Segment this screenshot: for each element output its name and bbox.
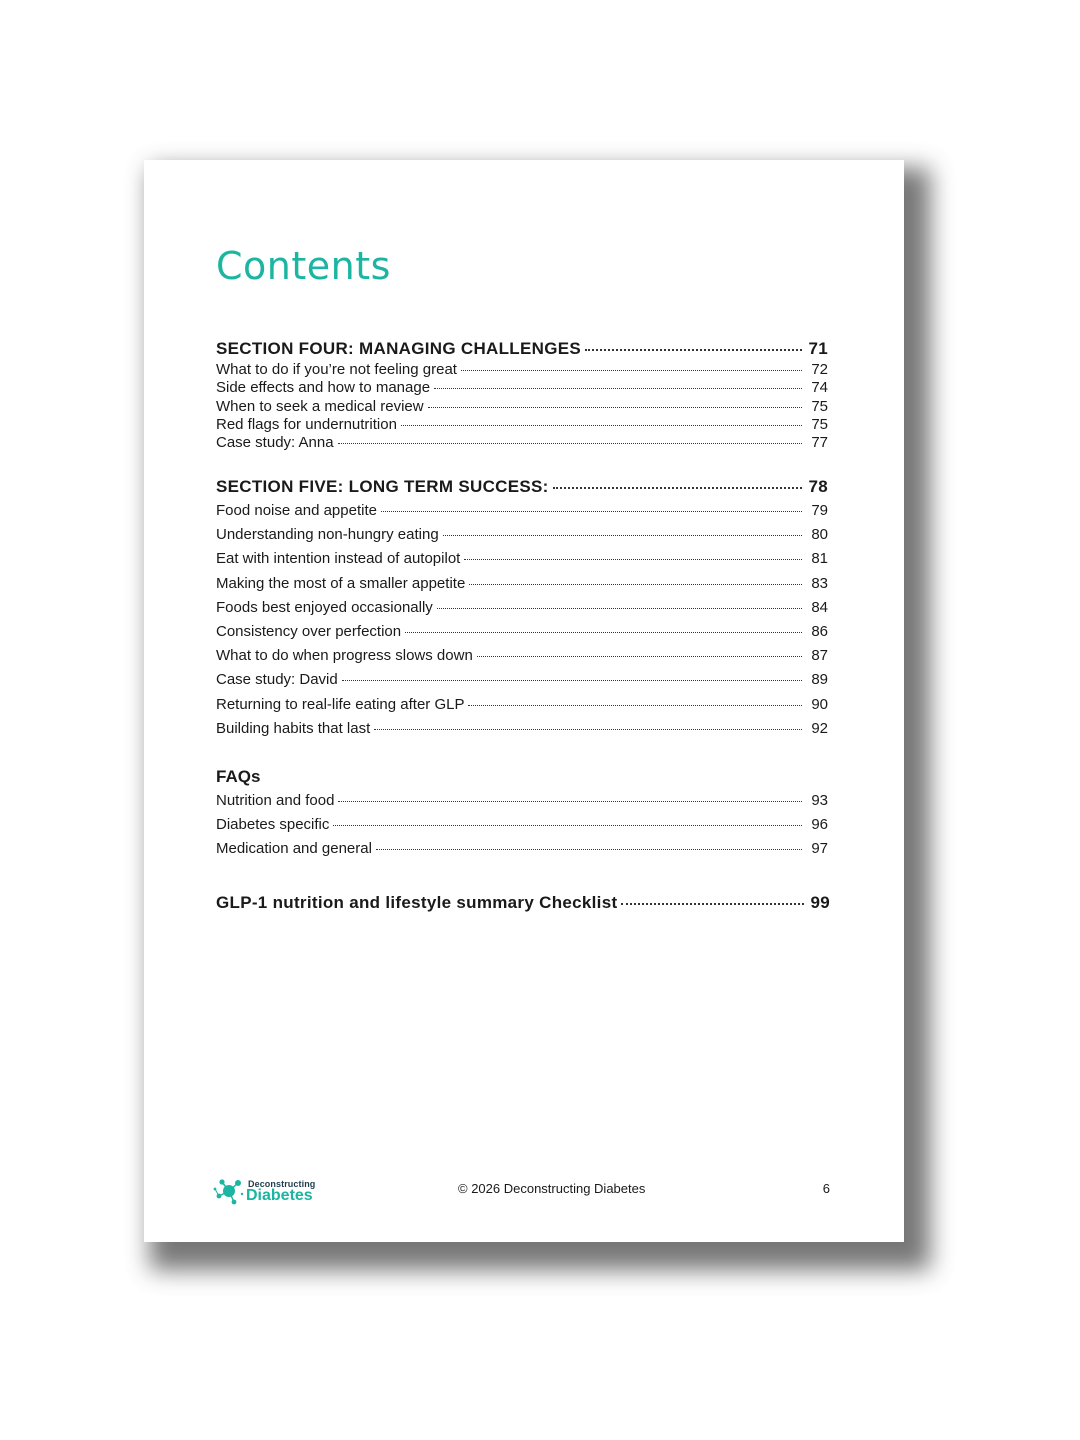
toc-entry-label: Understanding non-hungry eating [216,526,439,544]
toc-entry-page: 92 [811,719,828,737]
toc-entry-label: Case study: Anna [216,434,334,452]
toc-entry-label: Returning to real-life eating after GLP [216,695,465,713]
toc-entry-label: Consistency over perfection [216,622,402,640]
toc-entry-page: 81 [811,550,828,568]
toc-entry-page: 79 [811,502,828,519]
molecule-logo-icon [212,1174,248,1208]
toc-entry[interactable] [216,813,828,837]
dot-leader [405,632,802,633]
toc-entry-label: Making the most of a smaller appetite [216,574,466,592]
toc-entry-label: What to do when progress slows down [216,647,473,665]
dot-leader [437,608,802,609]
toc-heading-section-four[interactable] [216,337,828,361]
toc-heading-page: 99 [810,893,830,912]
toc-heading-label: GLP-1 nutrition and lifestyle summary Checklist [216,893,618,912]
toc-heading-label: SECTION FIVE: LONG TERM SUCCESS: [216,477,549,496]
toc-entry[interactable] [216,547,828,571]
toc-heading-faqs[interactable]: FAQs [216,767,261,786]
toc-faqs [216,765,828,862]
toc-entry-page: 83 [811,574,828,592]
dot-leader [338,801,802,802]
toc-entry[interactable] [216,789,828,813]
toc-entry-label: Medication and general [216,840,372,858]
dot-leader [338,443,802,444]
logo-text-big: Diabetes [246,1187,313,1204]
toc-entry-label: Eat with intention instead of autopilot [216,550,461,568]
dot-leader [469,584,802,585]
toc-entry-page: 75 [811,415,828,433]
dot-leader [461,370,802,371]
toc-heading-checklist[interactable] [216,891,830,915]
toc-entry[interactable] [216,837,828,861]
toc-entry-page: 75 [811,397,828,415]
dot-leader [477,656,802,657]
toc-entry[interactable] [216,644,828,668]
dot-leader [376,849,802,850]
toc-entry-label: Case study: David [216,671,338,689]
dot-leader [585,349,802,351]
dot-leader [464,559,802,560]
toc-entry-page: 77 [811,434,828,452]
toc-entry-label: What to do if you’re not feeling great [216,361,457,378]
toc-entry[interactable] [216,693,828,717]
toc-entry-label: Diabetes specific [216,816,330,834]
toc-entry[interactable] [216,596,828,620]
dot-leader [434,388,802,389]
toc-entry-page: 72 [811,361,828,378]
toc-section-five [216,475,828,741]
toc-entry-page: 89 [811,671,828,689]
toc-entry-page: 86 [811,622,828,640]
toc-entry[interactable] [216,717,828,741]
toc-entry[interactable] [216,434,828,452]
toc-entry-label: Side effects and how to manage [216,379,431,397]
dot-leader [342,680,802,681]
toc-checklist [216,891,830,915]
toc-entry-label: Foods best enjoyed occasionally [216,598,433,616]
toc-entry[interactable] [216,379,828,397]
page-number: 6 [822,1181,830,1196]
page-title: Contents [216,244,391,288]
toc-entry-label: Red flags for undernutrition [216,415,397,433]
dot-leader [381,511,802,512]
toc-entry[interactable] [216,523,828,547]
toc-section-four [216,337,828,452]
toc-entry-page: 97 [811,840,828,858]
toc-entry-page: 93 [811,792,828,809]
toc-heading-page: 71 [808,339,828,358]
page-footer [212,1170,830,1210]
logo-text-small: Deconstructing [248,1179,316,1189]
toc-entry[interactable] [216,398,828,416]
deconstructing-diabetes-logo [212,1170,332,1210]
toc-entry-label: When to seek a medical review [216,397,424,415]
toc-entry[interactable] [216,668,828,692]
toc-entry[interactable] [216,499,828,523]
toc-heading-section-five[interactable] [216,475,828,499]
toc-entry-page: 80 [811,526,828,544]
toc-entry-label: Building habits that last [216,719,371,737]
toc-entry[interactable] [216,361,828,379]
toc-entry[interactable] [216,620,828,644]
toc-entry-label: Nutrition and food [216,792,335,809]
toc-entry[interactable] [216,572,828,596]
toc-entry[interactable] [216,416,828,434]
dot-leader [428,407,802,408]
document-page [144,160,904,1242]
toc-entry-page: 84 [811,598,828,616]
dot-leader [468,705,802,706]
toc-entry-page: 90 [811,695,828,713]
toc-entry-label: Food noise and appetite [216,502,377,519]
dot-leader [401,425,802,426]
toc-heading-page: 78 [808,477,828,496]
toc-entry-page: 74 [811,379,828,397]
dot-leader [333,825,802,826]
dot-leader [443,535,802,536]
dot-leader [621,903,804,905]
dot-leader [553,487,802,489]
dot-leader [374,729,802,730]
toc-entry-page: 87 [811,647,828,665]
copyright-text: © 2026 Deconstructing Diabetes [458,1181,646,1196]
toc-heading-label: SECTION FOUR: MANAGING CHALLENGES [216,339,582,358]
toc-entry-page: 96 [811,816,828,834]
